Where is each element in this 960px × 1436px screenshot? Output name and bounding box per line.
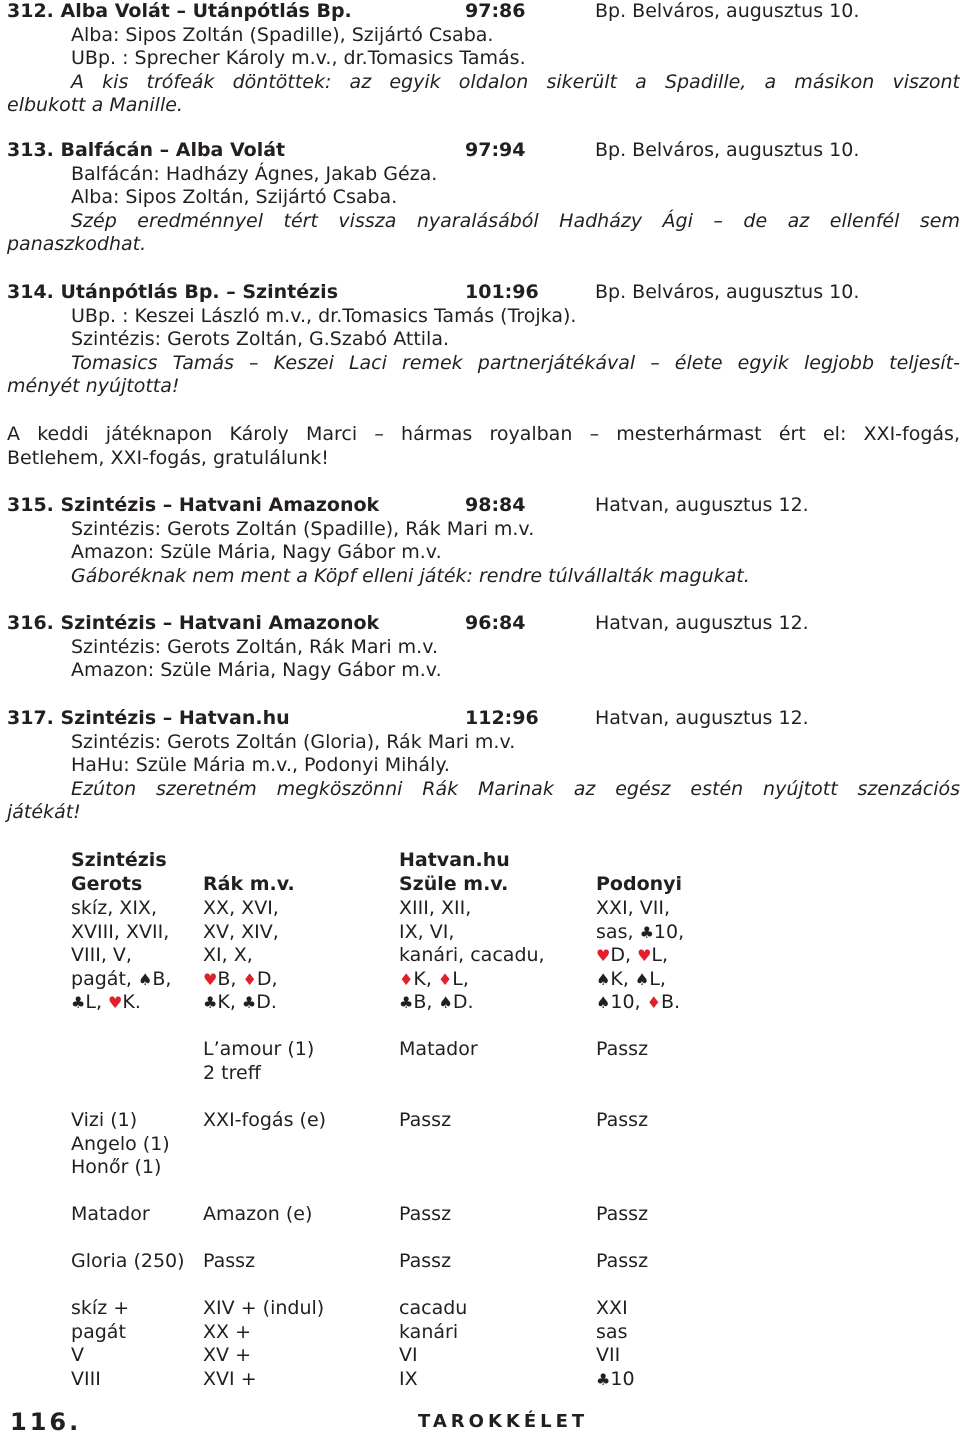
hand-cell: ♠K, ♠L, <box>596 967 666 990</box>
hand-cell: XI, X, <box>203 944 253 966</box>
hand-cell: ♣B, ♠D. <box>399 991 474 1013</box>
bid-cell: Passz <box>596 1250 649 1272</box>
play-cell: kanári <box>399 1320 459 1343</box>
game-title: 317. Szintézis – Hatvan.hu <box>7 707 290 729</box>
game-score: 96:84 <box>465 612 526 634</box>
team-line: HaHu: Szüle Mária m.v., Podonyi Mihály. <box>71 754 450 776</box>
suit-symbol: ♣ <box>399 993 414 1012</box>
suit-symbol: ♣ <box>71 993 86 1012</box>
play-cell: cacadu <box>399 1297 468 1319</box>
bid-cell: Passz <box>596 1038 649 1060</box>
suit-symbol: ♦ <box>242 969 257 989</box>
suit-symbol: ♣ <box>241 993 257 1012</box>
game-place: Bp. Belváros, augusztus 10. <box>595 0 860 22</box>
play-cell: VIII <box>71 1367 101 1390</box>
hand-cell: kanári, cacadu, <box>399 944 545 966</box>
game-score: 97:94 <box>465 139 526 161</box>
game-title: 315. Szintézis – Hatvani Amazonok <box>7 494 380 516</box>
game-score: 98:84 <box>465 494 526 516</box>
team-line: UBp. : Keszei László m.v., dr.Tomasics Tamás (Trojka). <box>71 304 577 327</box>
team-line: Szintézis: Gerots Zoltán, G.Szabó Attila. <box>71 328 450 350</box>
bid-cell: XXI-fogás (e) <box>203 1109 327 1131</box>
play-cell: sas <box>596 1320 628 1343</box>
bid-cell: Gloria (250) <box>71 1250 185 1272</box>
team-line: Szintézis: Gerots Zoltán (Spadille), Rák Mari m.v. <box>71 517 535 540</box>
team-line: Alba: Sipos Zoltán (Spadille), Szijártó Csaba. <box>71 23 494 46</box>
suit-symbol: ♠ <box>596 969 611 989</box>
team-line: UBp. : Sprecher Károly m.v., dr.Tomasics Tamás. <box>71 47 526 69</box>
suit-symbol: ♣ <box>596 1369 611 1389</box>
announcement-line: A keddi játéknapon Károly Marci – hármas royalban – mesterhármast ért el: XXI-fogás, <box>7 423 960 445</box>
hand-cell: XV, XIV, <box>203 920 279 943</box>
bid-cell: L’amour (1) <box>203 1038 315 1060</box>
magazine-title: TAROKKÉLET <box>418 1411 589 1432</box>
hand-cell: IX, VI, <box>399 920 455 943</box>
player-name: Podonyi <box>596 873 683 895</box>
game-comment: Gáboréknak nem ment a Köpf elleni játék: rendre túlvállalták magukat. <box>71 564 750 587</box>
bid-cell: Passz <box>596 1109 649 1131</box>
hand-cell: sas, ♣10, <box>596 920 685 943</box>
hand-cell: skíz, XIX, <box>71 897 157 919</box>
team-line: Balfácán: Hadházy Ágnes, Jakab Géza. <box>71 162 438 185</box>
suit-symbol: ♥ <box>596 946 611 965</box>
bid-cell: Vizi (1) <box>71 1109 138 1131</box>
bid-cell: Amazon (e) <box>203 1203 313 1225</box>
game-score: 101:96 <box>465 281 539 303</box>
game-comment: ményét nyújtotta! <box>7 375 180 397</box>
game-comment: Tomasics Tamás – Keszei Laci remek partnerjátékával – élete egyik legjobb teljesít- <box>71 351 960 374</box>
game-place: Hatvan, augusztus 12. <box>595 612 809 634</box>
hand-cell: ♥D, ♥L, <box>596 944 669 966</box>
suit-symbol: ♦ <box>437 969 453 989</box>
suit-symbol: ♠ <box>596 993 611 1012</box>
suit-symbol: ♣ <box>639 922 654 942</box>
bid-cell: Passz <box>203 1250 256 1272</box>
suit-symbol: ♠ <box>438 993 453 1012</box>
game-comment: Ezúton szeretném megköszönni Rák Marinak az egész estén nyújtott szenzációs <box>71 777 960 800</box>
game-place: Bp. Belváros, augusztus 10. <box>595 139 860 161</box>
team-line: Szintézis: Gerots Zoltán, Rák Mari m.v. <box>71 635 439 658</box>
suit-symbol: ♥ <box>203 969 218 989</box>
game-title: 316. Szintézis – Hatvani Amazonok <box>7 612 380 634</box>
hand-cell: XIII, XII, <box>399 897 472 919</box>
game-place: Bp. Belváros, augusztus 10. <box>595 281 860 303</box>
player-name: Rák m.v. <box>203 873 295 895</box>
play-cell: XIV + (indul) <box>203 1297 325 1319</box>
bid-cell: 2 tref <box>203 1061 261 1084</box>
play-cell: XX + <box>203 1320 252 1343</box>
hand-cell: pagát, ♠B, <box>71 967 172 990</box>
suit-symbol: ♣ <box>203 993 218 1012</box>
team-line: Alba: Sipos Zoltán, Szijártó Csaba. <box>71 186 398 208</box>
play-cell: ♣10 <box>596 1367 635 1390</box>
play-cell: VII <box>596 1344 621 1366</box>
hand-cell: ♦K, ♦L, <box>399 967 469 990</box>
suit-symbol: ♦ <box>399 969 414 989</box>
play-cell: XXI <box>596 1297 628 1319</box>
game-score: 112:96 <box>465 707 539 729</box>
hand-cell: XXI, VII, <box>596 897 671 919</box>
team-name-left: Szintézis <box>71 849 167 871</box>
play-cell: VI <box>399 1344 418 1366</box>
suit-symbol: ♠ <box>634 969 650 989</box>
game-place: Hatvan, augusztus 12. <box>595 707 809 729</box>
team-name-right: Hatvan.hu <box>399 849 510 871</box>
suit-symbol: ♥ <box>637 946 652 965</box>
hand-cell: ♠10, ♦B. <box>596 991 681 1013</box>
hand-cell: ♣L, ♥K. <box>71 991 141 1013</box>
suit-symbol: ♥ <box>108 993 123 1012</box>
play-cell: skíz + <box>71 1297 130 1319</box>
play-cell: IX <box>399 1367 418 1390</box>
game-title: 313. Balfácán – Alba Volát <box>7 139 286 161</box>
announcement-line: Betlehem, XXI-fogás, gratulálunk! <box>7 446 329 469</box>
bid-cell: Passz <box>399 1203 452 1225</box>
game-comment: elbukott a Manille. <box>7 94 183 116</box>
player-name: Szüle m.v. <box>399 873 509 895</box>
game-title: 314. Utánpótlás Bp. – Szintézis <box>7 281 339 303</box>
team-line: Szintézis: Gerots Zoltán (Gloria), Rák Mari m.v. <box>71 730 516 753</box>
bid-cell: Angelo (1) <box>71 1132 170 1155</box>
bid-cell: Matador <box>399 1038 478 1060</box>
suit-symbol: ♦ <box>646 993 661 1012</box>
play-cell: V <box>71 1344 84 1366</box>
hand-cell: XX, XVI, <box>203 897 279 919</box>
hand-cell: ♥B, ♦D, <box>203 967 278 990</box>
team-line: Amazon: Szüle Mária, Nagy Gábor m.v. <box>71 541 442 563</box>
bid-cell: Passz <box>399 1250 452 1272</box>
play-cell: XV + <box>203 1344 251 1366</box>
game-title: 312. Alba Volát – Utánpótlás Bp. <box>7 0 352 22</box>
bid-cell: Honőr (1) <box>71 1156 162 1178</box>
game-comment: Szép eredménnyel tért vissza nyaralásából Hadházy Ági – de az ellenfél sem <box>71 209 960 232</box>
hand-cell: VIII, V, <box>71 944 132 966</box>
player-name: Gerots <box>71 873 143 895</box>
suit-symbol: ♠ <box>137 969 153 989</box>
game-place: Hatvan, augusztus 12. <box>595 494 809 516</box>
hand-cell: XVIII, XVII, <box>71 920 170 943</box>
game-score: 97:86 <box>465 0 526 22</box>
play-cell: XVI + <box>203 1367 257 1390</box>
game-comment: panaszkodhat. <box>7 233 147 255</box>
hand-cell: ♣K, ♣D. <box>203 991 277 1013</box>
play-cell: pagát <box>71 1320 126 1343</box>
team-line: Amazon: Szüle Mária, Nagy Gábor m.v. <box>71 659 442 681</box>
bid-cell: Passz <box>596 1203 649 1225</box>
bid-cell: Passz <box>399 1109 452 1131</box>
game-comment: játékát! <box>7 801 81 823</box>
game-comment: A kis trófeák döntöttek: az egyik oldalon sikerült a Spadille, a másikon viszont <box>71 70 960 93</box>
page-number: 116. <box>10 1408 82 1436</box>
bid-cell: Matador <box>71 1203 150 1225</box>
